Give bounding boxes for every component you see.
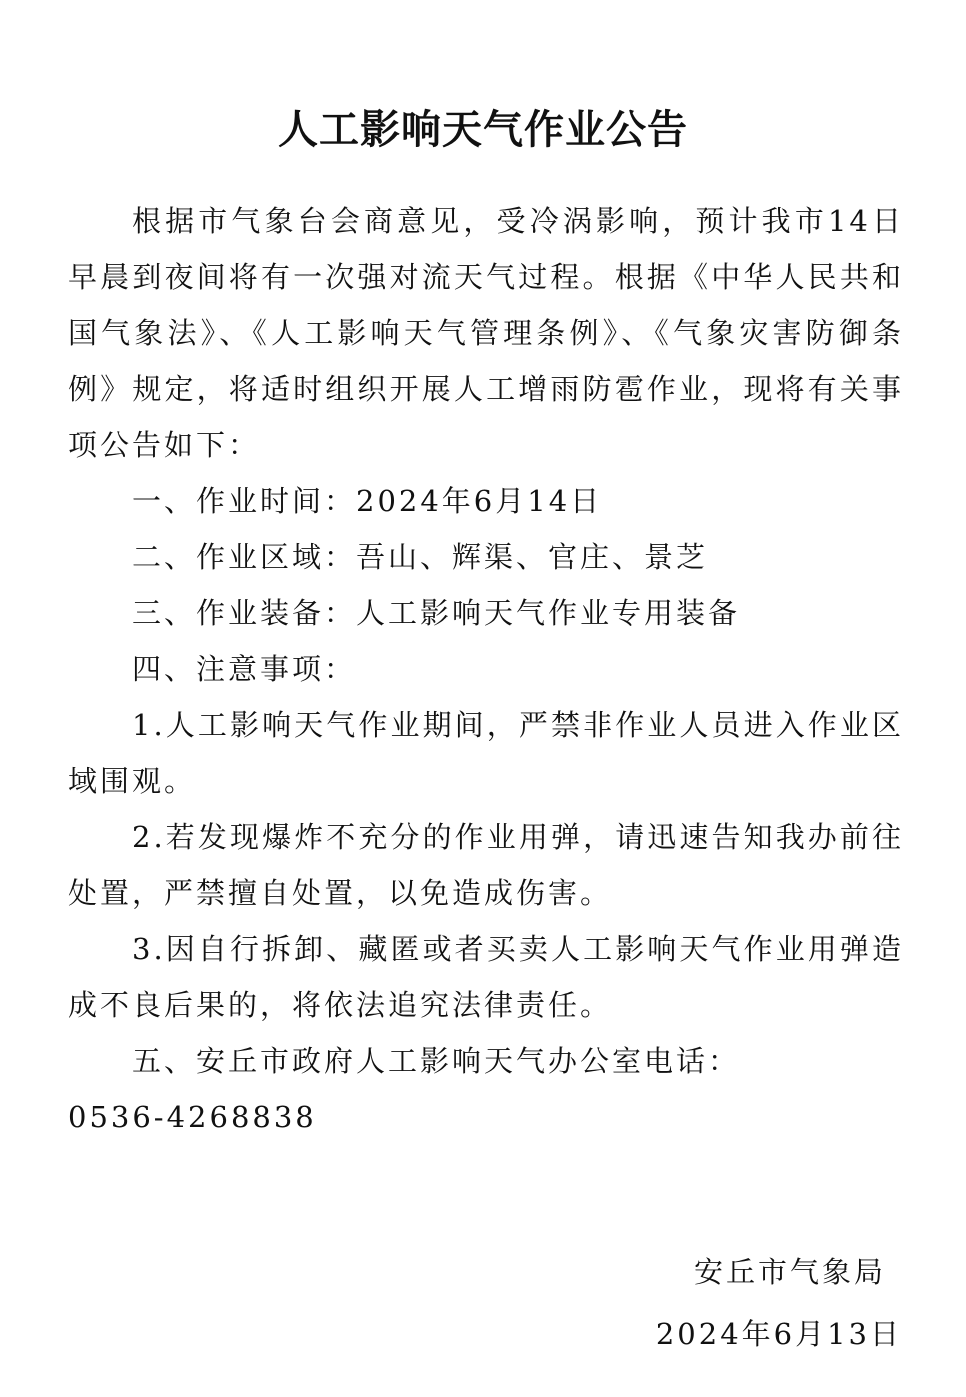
- notice-item-3: 3.因自行拆卸、藏匿或者买卖人工影响天气作业用弹造成不良后果的，将依法追究法律责任。: [68, 932, 904, 1022]
- item-operation-area: 二、作业区域：吾山、辉渠、官庄、景芝: [132, 540, 709, 574]
- page-title: 人工影响天气作业公告: [278, 107, 688, 153]
- notice-item-2: 2.若发现爆炸不充分的作业用弹，请迅速告知我办前往处置，严禁擅自处置，以免造成伤害。: [68, 820, 904, 910]
- item-operation-equipment: 三、作业装备：人工影响天气作业专用装备: [132, 596, 741, 630]
- intro-paragraph: 根据市气象台会商意见，受冷涡影响，预计我市14日早晨到夜间将有一次强对流天气过程。根据《中华人民共和国气象法》、《人工影响天气管理条例》、《气象灾害防御条例》规定，将适时组织开展人工增雨防雹作业，现将有关事项公告如下：: [68, 204, 904, 462]
- item-notice-heading: 四、注意事项：: [132, 652, 357, 686]
- item-operation-time: 一、作业时间：2024年6月14日: [132, 484, 603, 518]
- contact-phone: 0536-4268838: [68, 1100, 317, 1134]
- notice-item-1: 1.人工影响天气作业期间，严禁非作业人员进入作业区域围观。: [68, 708, 904, 798]
- signature-date: 2024年6月13日: [655, 1317, 902, 1351]
- signature-organization: 安丘市气象局: [693, 1255, 886, 1289]
- contact-label: 五、安丘市政府人工影响天气办公室电话：: [132, 1044, 741, 1078]
- announcement-body: [68, 193, 904, 1145]
